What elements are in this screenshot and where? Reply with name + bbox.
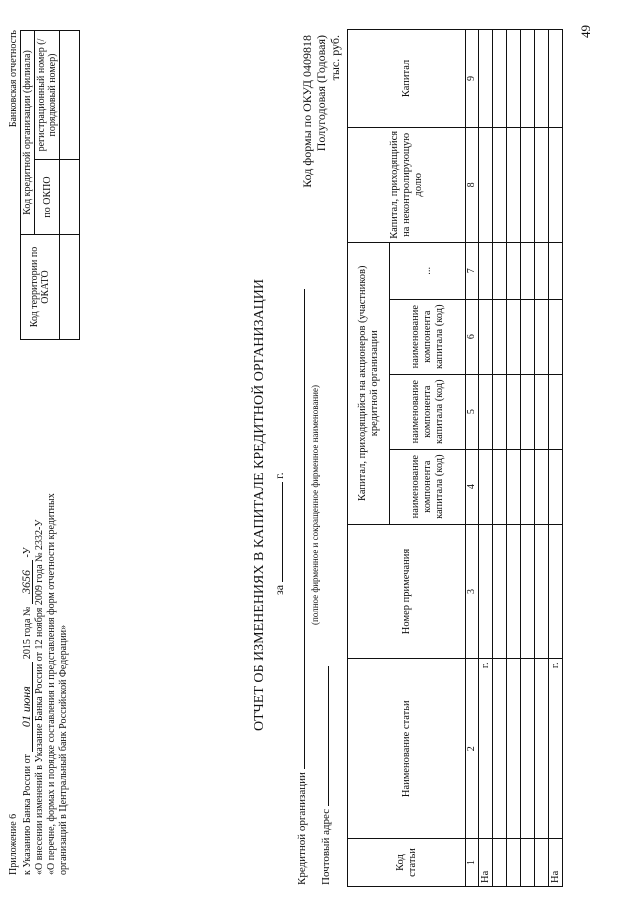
table-cell	[521, 524, 535, 659]
table-row	[507, 30, 521, 887]
period-blank	[282, 482, 283, 582]
col-num: 3	[466, 524, 479, 659]
address-blank	[328, 666, 329, 806]
code-table	[20, 30, 80, 340]
co-code-cell: Код кредитной организации (филиала)	[21, 31, 35, 235]
annex-header	[8, 315, 70, 875]
org-line	[296, 265, 308, 885]
table-cell	[479, 242, 493, 299]
annex-line1: Приложение 6	[8, 813, 19, 875]
col-num: 2	[466, 659, 479, 839]
okato-cell: Код территории по ОКАТО	[21, 235, 60, 340]
table-cell	[507, 524, 521, 659]
annex-year: 2015 года №	[22, 606, 33, 660]
table-cell	[493, 299, 507, 374]
reg-value	[60, 31, 80, 160]
org-blank	[304, 289, 305, 769]
annex-number: 3656	[20, 560, 33, 604]
table-cell	[493, 449, 507, 524]
table-cell	[507, 374, 521, 449]
table-row	[479, 30, 493, 887]
table-cell	[535, 839, 549, 887]
table-cell	[479, 127, 493, 242]
table-cell	[535, 449, 549, 524]
table-row	[535, 30, 549, 887]
okpo-value	[60, 160, 80, 235]
table-cell	[521, 242, 535, 299]
table-cell	[479, 299, 493, 374]
table-cell	[521, 449, 535, 524]
annex-line5: организаций в Центральный банк Российской Федерации»	[58, 624, 69, 875]
table-cell	[521, 127, 535, 242]
table-cell	[493, 659, 507, 839]
table-cell	[549, 524, 563, 659]
table-row	[493, 30, 507, 887]
table-cell	[493, 524, 507, 659]
table-cell	[479, 449, 493, 524]
capital-changes-table	[347, 29, 563, 887]
col-num: 9	[466, 30, 479, 128]
table-cell	[521, 659, 535, 839]
table-cell	[493, 30, 507, 128]
address-line	[320, 645, 332, 885]
table-cell	[549, 242, 563, 299]
period-za: за	[272, 584, 286, 595]
reporting-label: Банковская отчетность	[8, 30, 19, 128]
h-name: Наименование статьи	[348, 659, 466, 839]
table-cell	[535, 30, 549, 128]
reg-cell: регистрационный номер (/порядковый номер)	[35, 31, 60, 160]
h-c8: Капитал, приходящийся на неконтролирующую долю	[348, 127, 466, 242]
h-c7: ...	[390, 242, 466, 299]
org-caption: (полное фирменное и сокращенное фирменное наименование)	[310, 385, 320, 625]
table-cell	[535, 299, 549, 374]
h-c9: Капитал	[348, 30, 466, 128]
h-note: Номер примечания	[348, 524, 466, 659]
page-number: 49	[578, 25, 593, 38]
table-row	[521, 30, 535, 887]
periodicity: Полугодовая (Годовая)	[314, 35, 328, 152]
table-cell	[507, 242, 521, 299]
table-cell	[535, 374, 549, 449]
h-code: Код статьи	[348, 839, 466, 887]
table-cell	[549, 449, 563, 524]
table-cell	[521, 839, 535, 887]
col-num: 1	[466, 839, 479, 887]
period-line	[272, 395, 287, 595]
table-cell	[507, 659, 521, 839]
col-num: 8	[466, 127, 479, 242]
table-cell	[507, 449, 521, 524]
annex-date: 01 июня	[20, 662, 33, 752]
table-cell	[507, 299, 521, 374]
table-cell	[521, 30, 535, 128]
h-c5: наименование компонента капитала (код)	[390, 374, 466, 449]
h-group: Капитал, приходящийся на акционеров (участников) кредитной организации	[348, 242, 390, 524]
col-num: 5	[466, 374, 479, 449]
table-cell	[507, 127, 521, 242]
column-number-row	[466, 30, 479, 887]
table-cell	[479, 30, 493, 128]
annex-line2	[20, 315, 34, 875]
row-first-label: На	[479, 839, 493, 887]
table-cell	[535, 127, 549, 242]
table-cell	[493, 839, 507, 887]
period-g: г.	[272, 472, 286, 479]
table-cell	[479, 374, 493, 449]
annex-suffix: -У	[22, 547, 33, 558]
table-cell	[493, 242, 507, 299]
table-cell	[493, 127, 507, 242]
table-cell	[507, 30, 521, 128]
address-label: Почтовый адрес	[320, 808, 332, 885]
h-c4: наименование компонента капитала (код)	[390, 449, 466, 524]
annex-line3: «О внесении изменений в Указание Банка России от 12 ноября 2009 года № 2332-У	[34, 519, 45, 875]
col-num: 4	[466, 449, 479, 524]
h-c6: наименование компонента капитала (код)	[390, 299, 466, 374]
report-title: ОТЧЕТ ОБ ИЗМЕНЕНИЯХ В КАПИТАЛЕ КРЕДИТНОЙ ОРГАНИЗАЦИИ	[252, 279, 267, 731]
table-row	[549, 30, 563, 887]
table-cell	[549, 374, 563, 449]
table-cell	[521, 374, 535, 449]
table-cell	[549, 127, 563, 242]
table-cell	[507, 839, 521, 887]
units: тыс. руб.	[328, 35, 342, 81]
form-code: Код формы по ОКУД 0409818	[300, 35, 314, 188]
table-cell	[549, 299, 563, 374]
okato-value	[60, 235, 80, 340]
annex-line4: «О перечне, формах и порядке составления и представления форм отчетности кредитных	[46, 493, 57, 875]
annex-prefix: к Указанию Банка России от	[22, 754, 33, 875]
row-last-label: На	[549, 839, 563, 887]
table-cell	[535, 659, 549, 839]
form-code-block	[300, 35, 342, 275]
table-cell	[535, 524, 549, 659]
col-num: 7	[466, 242, 479, 299]
table-cell	[493, 374, 507, 449]
okpo-cell: по ОКПО	[35, 160, 60, 235]
table-cell	[479, 524, 493, 659]
table-cell	[549, 30, 563, 128]
table-cell	[521, 299, 535, 374]
row-last-g: г.	[549, 659, 563, 839]
org-label: Кредитной организации	[296, 772, 308, 885]
row-first-g: г.	[479, 659, 493, 839]
table-cell	[535, 242, 549, 299]
col-num: 6	[466, 299, 479, 374]
